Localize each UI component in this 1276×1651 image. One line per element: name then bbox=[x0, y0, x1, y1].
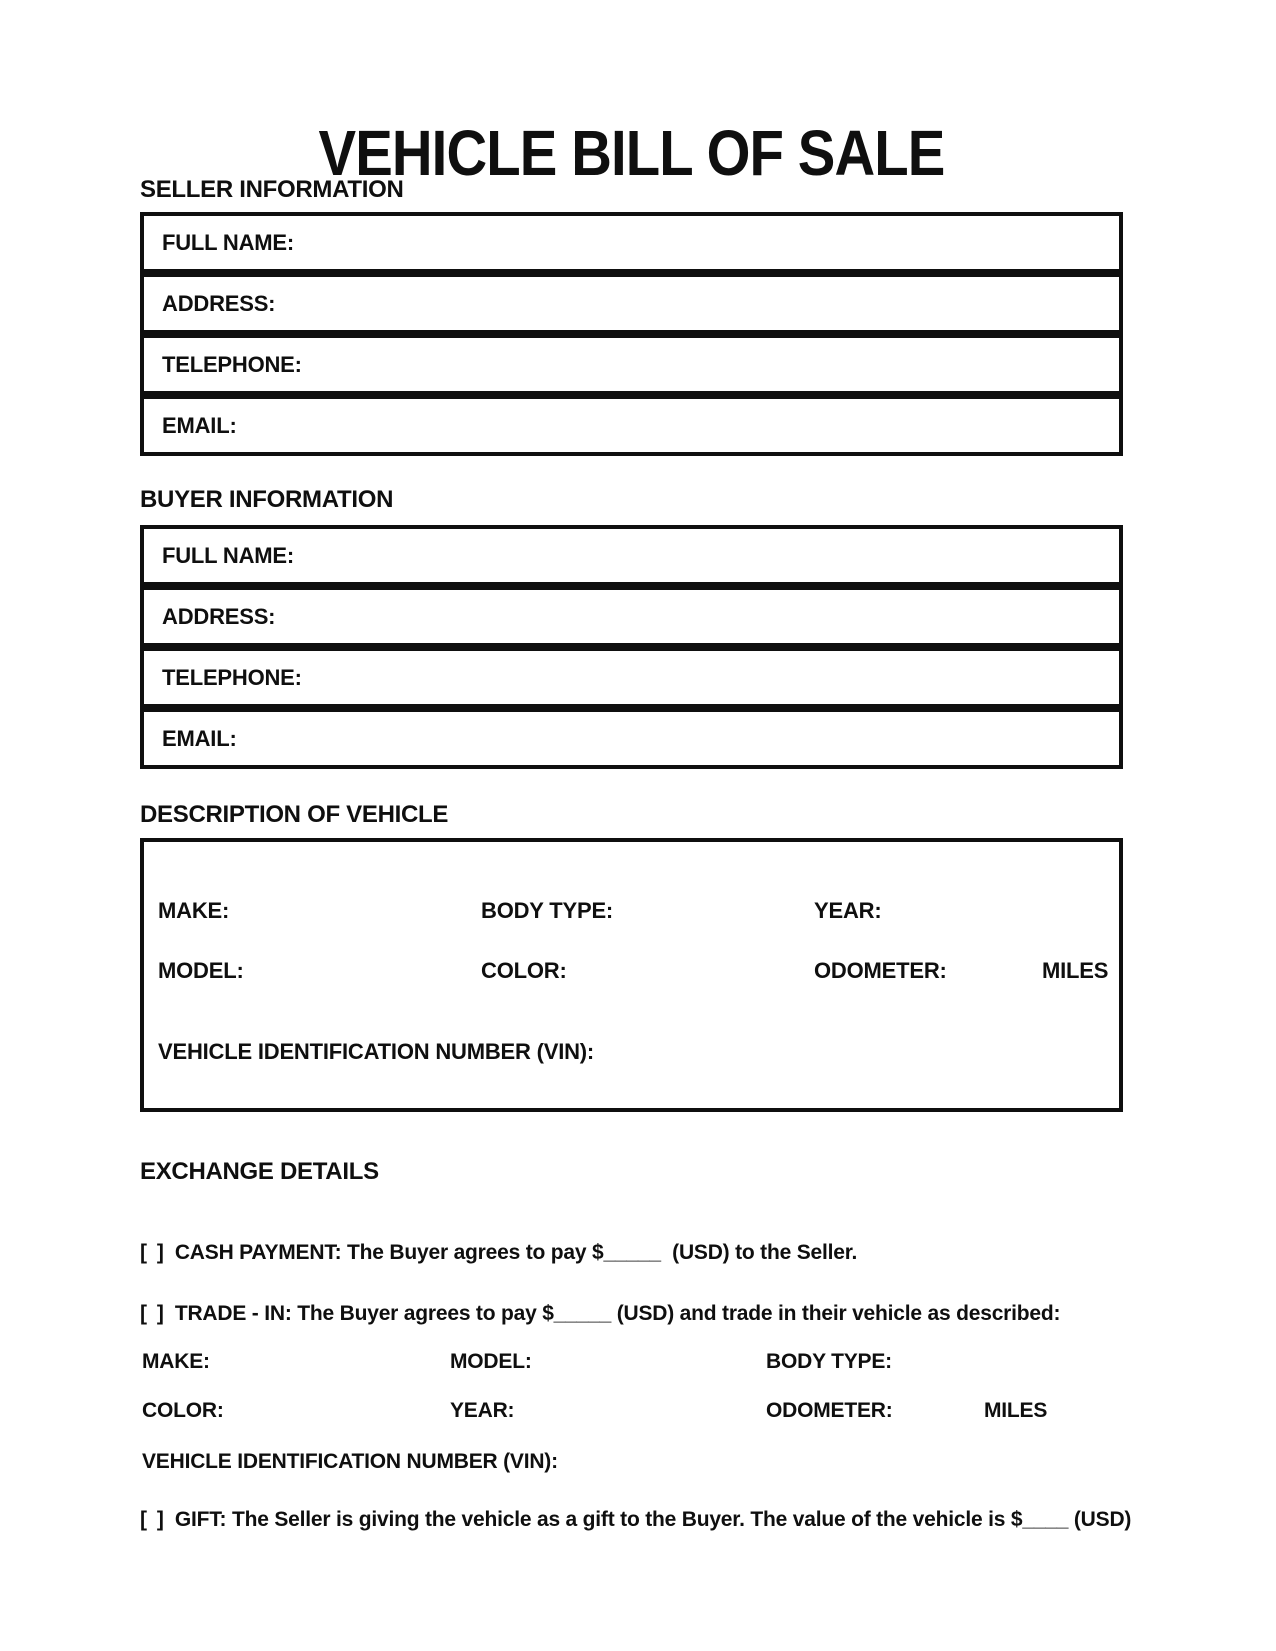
vehicle-model-label: MODEL: bbox=[158, 958, 244, 983]
trade-vehicle-row-1 bbox=[142, 1350, 1125, 1374]
trade-year-input[interactable] bbox=[514, 1399, 766, 1423]
trade-vin-label: VEHICLE IDENTIFICATION NUMBER (VIN): bbox=[142, 1450, 558, 1473]
trade-miles-cell bbox=[984, 1399, 1125, 1423]
trade-model-label: MODEL: bbox=[450, 1350, 532, 1373]
buyer-telephone-label: TELEPHONE: bbox=[162, 664, 302, 690]
buyer-full-name-row bbox=[140, 525, 1123, 586]
seller-telephone-label: TELEPHONE: bbox=[162, 351, 302, 377]
vehicle-miles-unit-label: MILES bbox=[1042, 958, 1109, 983]
vehicle-miles-cell bbox=[1042, 958, 1109, 984]
trade-vin-input[interactable] bbox=[558, 1451, 1125, 1473]
vehicle-make-input[interactable] bbox=[229, 898, 481, 924]
buyer-full-name-label: FULL NAME: bbox=[162, 542, 295, 568]
vehicle-year-cell bbox=[814, 898, 1109, 924]
buyer-telephone-input[interactable] bbox=[302, 651, 1119, 704]
vehicle-body-type-input[interactable] bbox=[613, 898, 814, 924]
vehicle-model-input[interactable] bbox=[244, 958, 481, 984]
vehicle-odometer-cell bbox=[814, 958, 1042, 984]
vehicle-year-input[interactable] bbox=[881, 898, 1109, 924]
vehicle-vin-row bbox=[158, 1039, 1109, 1065]
trade-model-input[interactable] bbox=[532, 1350, 766, 1374]
trade-body-type-label: BODY TYPE: bbox=[766, 1350, 892, 1373]
seller-address-row bbox=[140, 273, 1123, 334]
trade-body-type-input[interactable] bbox=[892, 1350, 984, 1374]
trade-odometer-input[interactable] bbox=[893, 1399, 984, 1423]
vehicle-body-type-cell bbox=[481, 898, 814, 924]
trade-make-input[interactable] bbox=[210, 1350, 450, 1374]
trade-make-label: MAKE: bbox=[142, 1350, 210, 1373]
seller-address-label: ADDRESS: bbox=[162, 290, 276, 316]
vehicle-year-label: YEAR: bbox=[814, 898, 882, 923]
seller-address-input[interactable] bbox=[275, 277, 1119, 330]
trade-in-option bbox=[140, 1303, 1123, 1325]
buyer-telephone-row bbox=[140, 647, 1123, 708]
exchange-section-heading: EXCHANGE DETAILS bbox=[140, 1158, 379, 1185]
page-title: VEHICLE BILL OF SALE bbox=[318, 116, 945, 189]
seller-email-row bbox=[140, 395, 1123, 456]
seller-email-label: EMAIL: bbox=[162, 412, 237, 438]
vehicle-model-cell bbox=[158, 958, 481, 984]
trade-miles-unit-label: MILES bbox=[984, 1399, 1048, 1422]
cash-payment-checkbox[interactable]: [ ] bbox=[140, 1241, 166, 1264]
trade-in-text: TRADE - IN: The Buyer agrees to pay $_____ (USD) and trade in their vehicle as described: bbox=[174, 1302, 1061, 1325]
buyer-section-heading: BUYER INFORMATION bbox=[140, 486, 394, 513]
trade-odometer-label: ODOMETER: bbox=[766, 1399, 893, 1422]
trade-color-cell bbox=[142, 1399, 450, 1423]
trade-make-cell bbox=[142, 1350, 450, 1374]
seller-full-name-row bbox=[140, 212, 1123, 273]
seller-full-name-label: FULL NAME: bbox=[162, 229, 295, 255]
vehicle-odometer-input[interactable] bbox=[947, 958, 1042, 984]
gift-checkbox[interactable]: [ ] bbox=[140, 1508, 166, 1531]
vehicle-color-input[interactable] bbox=[567, 958, 814, 984]
seller-email-input[interactable] bbox=[237, 399, 1119, 452]
buyer-address-label: ADDRESS: bbox=[162, 603, 276, 629]
vehicle-color-cell bbox=[481, 958, 814, 984]
seller-section-heading: SELLER INFORMATION bbox=[140, 176, 404, 203]
buyer-email-row bbox=[140, 708, 1123, 769]
trade-odometer-cell bbox=[766, 1399, 984, 1423]
cash-payment-option bbox=[140, 1242, 1123, 1264]
buyer-info-box bbox=[140, 525, 1123, 769]
trade-vehicle-row-2 bbox=[142, 1399, 1125, 1423]
vehicle-vin-cell bbox=[158, 1039, 1109, 1065]
trade-vin-row bbox=[142, 1451, 1125, 1473]
vehicle-make-label: MAKE: bbox=[158, 898, 230, 923]
trade-model-cell bbox=[450, 1350, 766, 1374]
trade-color-input[interactable] bbox=[224, 1399, 450, 1423]
gift-option bbox=[140, 1508, 1132, 1531]
vehicle-color-label: COLOR: bbox=[481, 958, 567, 983]
buyer-email-label: EMAIL: bbox=[162, 725, 237, 751]
buyer-address-row bbox=[140, 586, 1123, 647]
vehicle-description-box bbox=[140, 838, 1123, 1112]
buyer-email-input[interactable] bbox=[237, 712, 1119, 765]
seller-info-box bbox=[140, 212, 1123, 456]
seller-telephone-input[interactable] bbox=[302, 338, 1119, 391]
seller-full-name-input[interactable] bbox=[294, 216, 1119, 269]
trade-color-label: COLOR: bbox=[142, 1399, 224, 1422]
trade-row1-spacer bbox=[984, 1350, 1125, 1374]
buyer-full-name-input[interactable] bbox=[294, 529, 1119, 582]
vehicle-odometer-label: ODOMETER: bbox=[814, 958, 947, 983]
buyer-address-input[interactable] bbox=[275, 590, 1119, 643]
gift-text: GIFT: The Seller is giving the vehicle as a gift to the Buyer. The value of the vehicle is $____ (USD) bbox=[174, 1508, 1132, 1531]
trade-body-type-cell bbox=[766, 1350, 984, 1374]
vehicle-vin-input[interactable] bbox=[594, 1039, 1109, 1065]
trade-year-label: YEAR: bbox=[450, 1399, 515, 1422]
seller-telephone-row bbox=[140, 334, 1123, 395]
vehicle-row-2 bbox=[158, 958, 1109, 984]
trade-in-checkbox[interactable]: [ ] bbox=[140, 1302, 166, 1325]
vehicle-body-type-label: BODY TYPE: bbox=[481, 898, 614, 923]
trade-year-cell bbox=[450, 1399, 766, 1423]
vehicle-section-heading: DESCRIPTION OF VEHICLE bbox=[140, 801, 449, 828]
cash-payment-text: CASH PAYMENT: The Buyer agrees to pay $_____ (USD) to the Seller. bbox=[174, 1241, 858, 1264]
vehicle-row-1 bbox=[158, 898, 1109, 924]
vehicle-vin-label: VEHICLE IDENTIFICATION NUMBER (VIN): bbox=[158, 1039, 595, 1064]
vehicle-make-cell bbox=[158, 898, 481, 924]
